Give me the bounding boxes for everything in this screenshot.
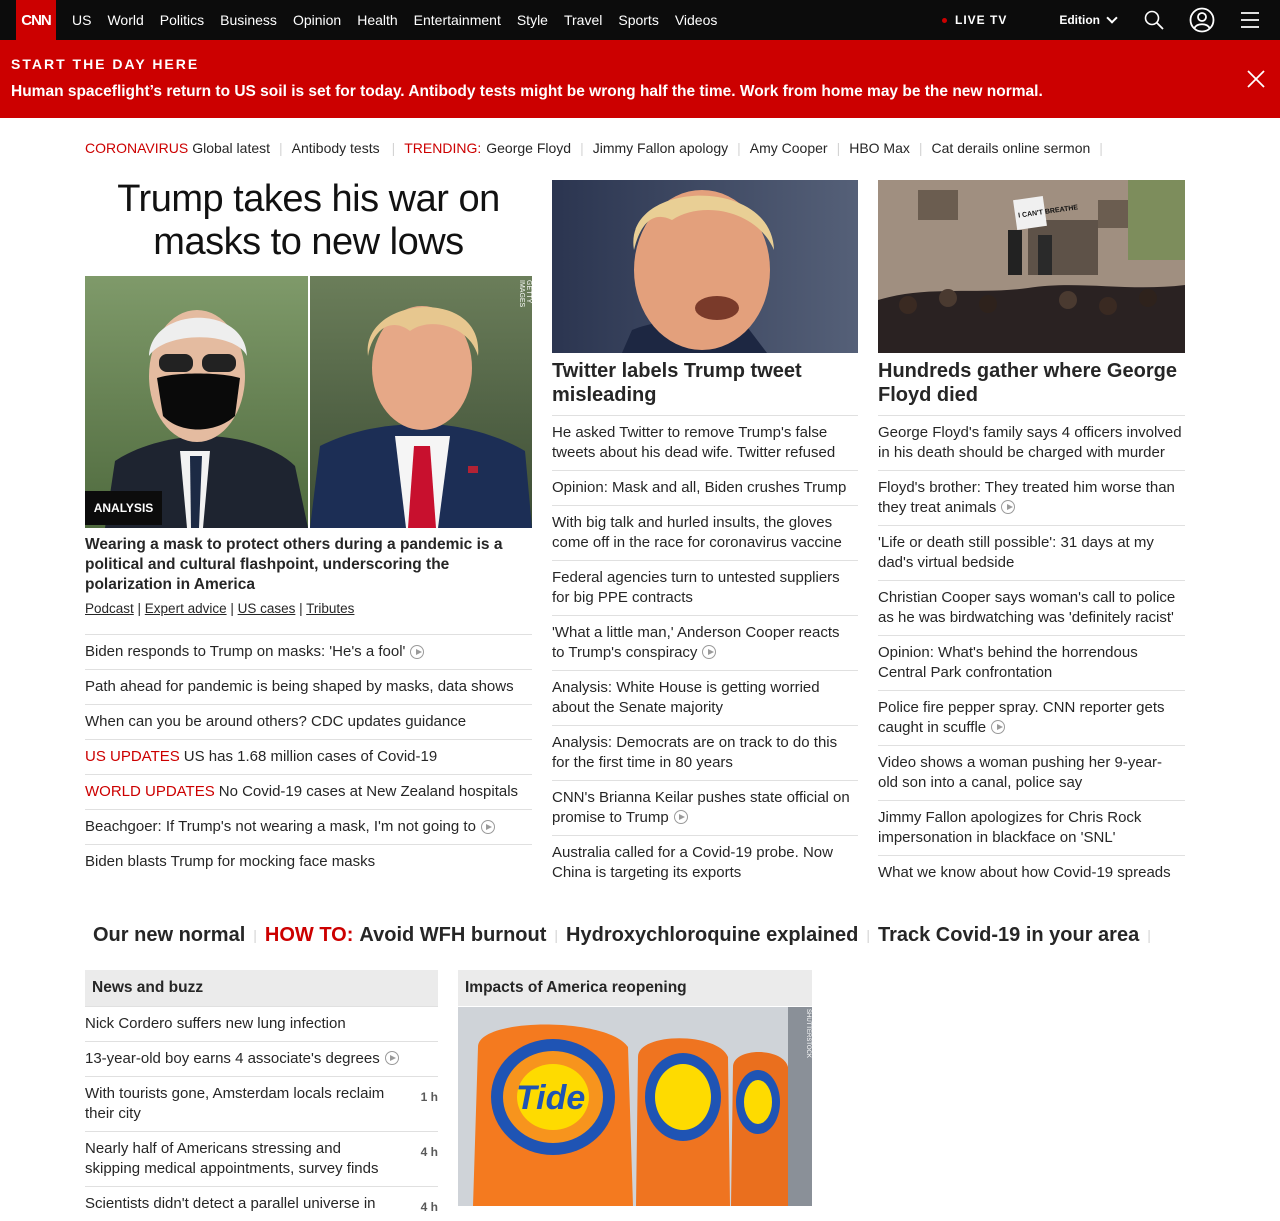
close-icon[interactable] (1246, 69, 1266, 89)
divider: | (1099, 140, 1103, 156)
headline-line (878, 588, 1175, 608)
nav-link-us[interactable]: US (72, 12, 92, 28)
headline-text: With big talk and hurled insults, the gloves (552, 514, 833, 531)
trend-item[interactable]: George Floyd (486, 140, 572, 156)
timestamp: 1 h (420, 1090, 438, 1104)
banner-kicker: START THE DAY HERE (11, 56, 200, 72)
headline-line (878, 478, 1175, 498)
live-tv-label: LIVE TV (954, 13, 1008, 27)
live-tv-link[interactable] (942, 13, 1007, 27)
divider: | (1147, 927, 1151, 943)
play-video-icon (1001, 500, 1015, 514)
news-buzz-list (85, 1006, 438, 1221)
news-buzz-header: News and buzz (85, 970, 438, 1006)
col2-list-item[interactable] (552, 835, 858, 890)
headline-line (878, 698, 1165, 718)
timestamp: 4 h (420, 1145, 438, 1159)
headline-text: come off in the race for coronavirus vaccine (552, 534, 842, 551)
section-bar (93, 922, 1159, 948)
col2-list-item[interactable] (552, 780, 858, 835)
lead-list-item[interactable] (85, 774, 532, 809)
headline-text: tweets about his dead wife. Twitter refused (552, 444, 836, 461)
play-video-icon (410, 645, 424, 659)
headline-line (85, 1194, 421, 1214)
headline-text: Analysis: White House is getting worried (552, 679, 820, 696)
trend-item[interactable]: Amy Cooper (749, 140, 828, 156)
divider: | (391, 140, 396, 156)
link-us-cases[interactable]: US cases (237, 601, 296, 616)
headline-line (878, 808, 1141, 828)
nav-link-politics[interactable]: Politics (159, 12, 205, 28)
howto-label: HOW TO: (264, 923, 354, 946)
col3-list-item[interactable] (878, 415, 1185, 470)
headline-line (552, 643, 840, 663)
headline-line (878, 498, 1175, 518)
headline-line (878, 863, 1171, 883)
lead-list-item[interactable] (85, 704, 532, 739)
headline-text: Opinion: What's behind the horrendous (878, 644, 1138, 661)
lead-summary[interactable]: Wearing a mask to protect others during a pandemic is a political and cultural flashpoint, underscoring the polarization in America (85, 536, 503, 593)
headline-line (878, 663, 1138, 683)
headline-line (878, 753, 1162, 773)
col2-list-item[interactable] (552, 725, 858, 780)
george-floyd-protest-photo[interactable] (878, 180, 1185, 353)
headline-text: Scientists didn't detect a parallel universe in (85, 1195, 376, 1212)
headline-line (552, 698, 820, 718)
trend-antibody-tests[interactable]: Antibody tests (291, 140, 380, 156)
headline-line (878, 608, 1175, 628)
col3-list-item[interactable] (878, 580, 1185, 635)
headline-text: Biden blasts Trump for mocking face masks (85, 853, 376, 870)
divider: | (279, 140, 283, 156)
headline-text: Federal agencies turn to untested suppliers (552, 569, 840, 586)
headline-text: caught in scuffle (878, 719, 987, 736)
trend-item[interactable]: Jimmy Fallon apology (592, 140, 729, 156)
nav-link-business[interactable]: Business (220, 12, 277, 28)
divider: | (836, 140, 841, 156)
headline-text: No Covid-19 cases at New Zealand hospitals (218, 783, 519, 800)
headline-line (552, 678, 820, 698)
headline-line (552, 753, 837, 773)
live-dot-icon (942, 18, 947, 23)
headline-text: 'Life or death still possible': 31 days at my (878, 534, 1154, 551)
headline-line (552, 623, 840, 643)
headline-text: about the Senate majority (552, 699, 723, 716)
headline-line (878, 773, 1162, 793)
headline-text: Video shows a woman pushing her 9-year- (878, 754, 1163, 771)
top-nav (0, 0, 1280, 40)
trending-bar (85, 139, 1112, 157)
section-link-track-covid[interactable]: Track Covid-19 in your area (877, 923, 1140, 946)
buzz-list-item[interactable] (85, 1041, 438, 1076)
tide-image-credit: SHUTTERSTOCK (805, 1009, 811, 1058)
lead-story-list (85, 634, 532, 879)
headline-text: US has 1.68 million cases of Covid-19 (183, 748, 438, 765)
headline-line (552, 808, 850, 828)
play-video-icon (702, 645, 716, 659)
trend-item[interactable]: HBO Max (849, 140, 910, 156)
col3-headline[interactable]: Hundreds gather where George Floyd died (878, 360, 1177, 406)
play-video-icon (991, 720, 1005, 734)
col3-list-item[interactable] (878, 470, 1185, 525)
reopening-header: Impacts of America reopening (458, 970, 812, 1006)
twitter-trump-photo[interactable] (552, 180, 858, 353)
headline-text: as he was birdwatching was 'definitely racist' (878, 609, 1174, 626)
tide-detergent-photo[interactable] (458, 1007, 812, 1206)
nav-link-videos[interactable]: Videos (674, 12, 718, 28)
link-expert-advice[interactable]: Expert advice (144, 601, 227, 616)
headline-line (552, 568, 840, 588)
hamburger-menu-icon[interactable] (1238, 8, 1262, 32)
trend-global-latest[interactable]: Global latest (192, 140, 271, 156)
cnn-logo[interactable]: CNN (16, 0, 56, 40)
headline-line (85, 1014, 438, 1034)
headline-text: Opinion: Mask and all, Biden crushes Trump (552, 479, 847, 496)
buzz-list-item[interactable] (85, 1186, 438, 1221)
headline-line (878, 643, 1138, 663)
edition-label: Edition (1059, 13, 1100, 27)
headline-line (552, 788, 850, 808)
nav-right (942, 0, 1280, 40)
divider: | (253, 927, 257, 943)
col3-list-item[interactable] (878, 635, 1185, 690)
headline-text: CNN's Brianna Keilar pushes state official on (552, 789, 850, 806)
col3-list-item[interactable] (878, 745, 1185, 800)
link-tributes[interactable]: Tributes (306, 601, 355, 616)
headline-text: Jimmy Fallon apologizes for Chris Rock (878, 809, 1142, 826)
buzz-list-item[interactable] (85, 1076, 438, 1131)
update-label: WORLD UPDATES (85, 783, 215, 800)
headline-text: Central Park confrontation (878, 664, 1053, 681)
lead-list-item[interactable] (85, 669, 532, 704)
lead-headline[interactable]: Trump takes his war on masks to new lows (117, 178, 500, 263)
coronavirus-label: CORONAVIRUS (85, 140, 189, 156)
headline-line (85, 1139, 421, 1159)
headline-line (878, 423, 1182, 443)
nav-link-style[interactable]: Style (516, 12, 548, 28)
nav-link-travel[interactable]: Travel (563, 12, 603, 28)
trending-label: TRENDING: (404, 140, 482, 156)
nav-link-sports[interactable]: Sports (618, 12, 659, 28)
headline-line (552, 588, 840, 608)
headline-text: With tourists gone, Amsterdam locals reclaim (85, 1085, 385, 1102)
section-link-new-normal[interactable]: Our new normal (93, 923, 246, 946)
play-video-icon (481, 820, 495, 834)
headline-text: Australia called for a Covid-19 probe. Now (552, 844, 833, 861)
headline-text: Police fire pepper spray. CNN reporter gets (878, 699, 1165, 716)
col3-list-item[interactable] (878, 690, 1185, 745)
headline-text: Analysis: Democrats are on track to do this (552, 734, 838, 751)
headline-text: for the first time in 80 years (552, 754, 733, 771)
headline-text: in his death should be charged with murder (878, 444, 1165, 461)
headline-text: Path ahead for pandemic is being shaped by masks, data shows (85, 678, 514, 695)
link-podcast[interactable]: Podcast (85, 601, 134, 616)
headline-text: impersonation in blackface on 'SNL' (878, 829, 1116, 846)
lead-list-item[interactable] (85, 844, 532, 879)
headline-text: Floyd's brother: They treated him worse than (878, 479, 1175, 496)
search-icon[interactable] (1142, 8, 1166, 32)
headline-line (552, 443, 835, 463)
headline-text: 13-year-old boy earns 4 associate's degrees (85, 1050, 380, 1067)
nav-link-opinion[interactable]: Opinion (292, 12, 342, 28)
headline-line (552, 733, 837, 753)
update-label: US UPDATES (85, 748, 180, 765)
divider: | (737, 140, 741, 156)
headline-line (552, 843, 833, 863)
timestamp: 4 h (420, 1200, 438, 1214)
headline-text: dad's virtual bedside (878, 554, 1015, 571)
headline-line (878, 718, 1165, 738)
col3-list-item[interactable] (878, 800, 1185, 855)
col2-list-item[interactable] (552, 615, 858, 670)
nav-link-health[interactable]: Health (357, 12, 398, 28)
image-credit: GETTY IMAGES (518, 280, 532, 308)
breaking-banner[interactable] (0, 40, 1280, 118)
headline-text: 'What a little man,' Anderson Cooper reacts (552, 624, 840, 641)
nav-link-entertainment[interactable]: Entertainment (413, 12, 501, 28)
headline-line (552, 533, 842, 553)
user-account-icon[interactable] (1190, 8, 1214, 32)
lead-list-item[interactable] (85, 739, 532, 774)
buzz-list-item[interactable] (85, 1131, 438, 1186)
col3-story-list (878, 415, 1185, 890)
headline-line: skipping medical appointments, survey finds (85, 1160, 379, 1177)
headline-text: George Floyd's family says 4 officers involved (878, 424, 1182, 441)
trump-photo (310, 276, 532, 528)
headline-text: Beachgoer: If Trump's not wearing a mask, I'm not going to (85, 818, 476, 835)
divider: | (554, 927, 559, 943)
headline-line: their city (85, 1105, 141, 1122)
headline-text: Biden responds to Trump on masks: 'He's a fool' (85, 643, 406, 660)
headline-text: China is targeting its exports (552, 864, 742, 881)
headline-text: Christian Cooper says woman's call to police (878, 589, 1176, 606)
divider: | (866, 927, 870, 943)
headline-text: old son into a canal, police say (878, 774, 1083, 791)
col2-headline[interactable]: Twitter labels Trump tweet misleading (552, 360, 802, 406)
headline-text: to Trump's conspiracy (552, 644, 698, 661)
headline-line (878, 533, 1154, 553)
col2-list-item[interactable] (552, 670, 858, 725)
col2-story-list (552, 415, 858, 890)
headline-line (85, 1084, 421, 1104)
col2-list-item[interactable] (552, 415, 858, 470)
chevron-down-icon (1106, 12, 1117, 23)
edition-dropdown[interactable] (1059, 13, 1116, 27)
col2-list-item[interactable] (552, 505, 858, 560)
headline-line (878, 553, 1154, 573)
headline-line (552, 863, 833, 883)
section-link-hydroxychloroquine[interactable]: Hydroxychloroquine explained (566, 923, 859, 946)
divider: | (580, 140, 584, 156)
buzz-list-item[interactable] (85, 1006, 438, 1041)
headline-text: What we know about how Covid-19 spreads (878, 864, 1171, 881)
trend-item[interactable]: Cat derails online sermon (931, 140, 1091, 156)
protest-sign: I CAN'T BREATHE (1017, 204, 1079, 220)
col3-list-item[interactable] (878, 855, 1185, 890)
headline-text: promise to Trump (552, 809, 669, 826)
nav-link-world[interactable]: World (107, 12, 144, 28)
col3-list-item[interactable] (878, 525, 1185, 580)
headline-text: When can you be around others? CDC updates guidance (85, 713, 467, 730)
col2-list-item[interactable] (552, 560, 858, 615)
headline-line (878, 443, 1182, 463)
headline-line (85, 1049, 438, 1069)
headline-line (552, 478, 846, 498)
analysis-badge: ANALYSIS (85, 491, 162, 525)
nav-links (72, 0, 733, 40)
headline-line (878, 828, 1141, 848)
play-video-icon (385, 1051, 399, 1065)
headline-text: Nearly half of Americans stressing and (85, 1140, 341, 1157)
banner-headline[interactable]: Human spaceflight’s return to US soil is set for today. Antibody tests might be wrong half the time. Work from home may be the new normal. (11, 83, 1043, 100)
col2-list-item[interactable] (552, 470, 858, 505)
section-link-wfh[interactable]: Avoid WFH burnout (359, 923, 547, 946)
divider: | (918, 140, 923, 156)
lead-list-item[interactable] (85, 634, 532, 669)
headline-line (552, 423, 835, 443)
lead-list-item[interactable] (85, 809, 532, 844)
tide-brand-text: Tide (516, 1079, 586, 1117)
headline-text: for big PPE contracts (552, 589, 693, 606)
lead-related-links: Podcast | Expert advice | US cases | Tributes (85, 601, 355, 616)
headline-text: they treat animals (878, 499, 997, 516)
headline-text: He asked Twitter to remove Trump's false (552, 424, 828, 441)
headline-line (552, 513, 842, 533)
play-video-icon (674, 810, 688, 824)
headline-text: Nick Cordero suffers new lung infection (85, 1015, 346, 1032)
